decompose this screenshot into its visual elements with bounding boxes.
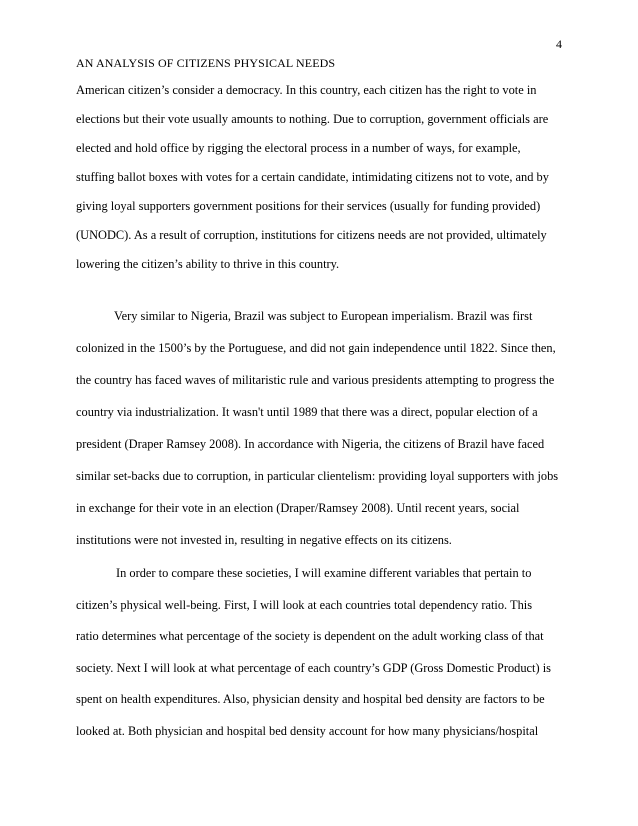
- paragraph-line: society. Next I will look at what percentage of each country’s GDP (Gross Domestic Product) is: [76, 661, 551, 675]
- paragraph-line: similar set-backs due to corruption, in particular clientelism: providing loyal supporters with jobs: [76, 469, 559, 483]
- paragraph-line: spent on health expenditures. Also, physician density and hospital bed density are factors to be: [76, 692, 545, 706]
- paragraph-line: In order to compare these societies, I will examine different variables that pertain to: [116, 566, 532, 580]
- paragraph-line: colonized in the 1500’s by the Portuguese, and did not gain independence until 1822. Since then,: [76, 341, 556, 355]
- paragraph-line: looked at. Both physician and hospital bed density account for how many physicians/hospital: [76, 724, 539, 738]
- paragraph-line: institutions were not invested in, resulting in negative effects on its citizens.: [76, 533, 452, 547]
- page-number: 4: [556, 37, 562, 51]
- paragraph-line: president (Draper Ramsey 2008). In accordance with Nigeria, the citizens of Brazil have faced: [76, 437, 545, 451]
- running-head: AN ANALYSIS OF CITIZENS PHYSICAL NEEDS: [76, 56, 336, 70]
- paragraph-line: citizen’s physical well-being. First, I will look at each countries total dependency ratio. This: [76, 598, 533, 612]
- paragraph-line: the country has faced waves of militaristic rule and various presidents attempting to progress the: [76, 373, 555, 387]
- paragraph-line: (UNODC). As a result of corruption, institutions for citizens needs are not provided, ultimately: [76, 228, 547, 242]
- paragraph-line: ratio determines what percentage of the society is dependent on the adult working class of that: [76, 629, 544, 643]
- paragraph-line: American citizen’s consider a democracy. In this country, each citizen has the right to vote in: [76, 83, 537, 97]
- paragraph-line: stuffing ballot boxes with votes for a certain candidate, intimidating citizens not to vote, and by: [76, 170, 549, 184]
- paragraph-line: country via industrialization. It wasn't until 1989 that there was a direct, popular election of a: [76, 405, 538, 419]
- paragraph-line: giving loyal supporters government positions for their services (usually for funding provided): [76, 199, 541, 213]
- paragraph-line: elected and hold office by rigging the electoral process in a number of ways, for example,: [76, 141, 521, 155]
- paragraph-line: in exchange for their vote in an election (Draper/Ramsey 2008). Until recent years, social: [76, 501, 520, 515]
- paragraph-line: elections but their vote usually amounts to nothing. Due to corruption, government officials are: [76, 112, 549, 126]
- paragraph-line: Very similar to Nigeria, Brazil was subject to European imperialism. Brazil was first: [114, 309, 533, 323]
- paragraph-line: lowering the citizen’s ability to thrive in this country.: [76, 257, 340, 271]
